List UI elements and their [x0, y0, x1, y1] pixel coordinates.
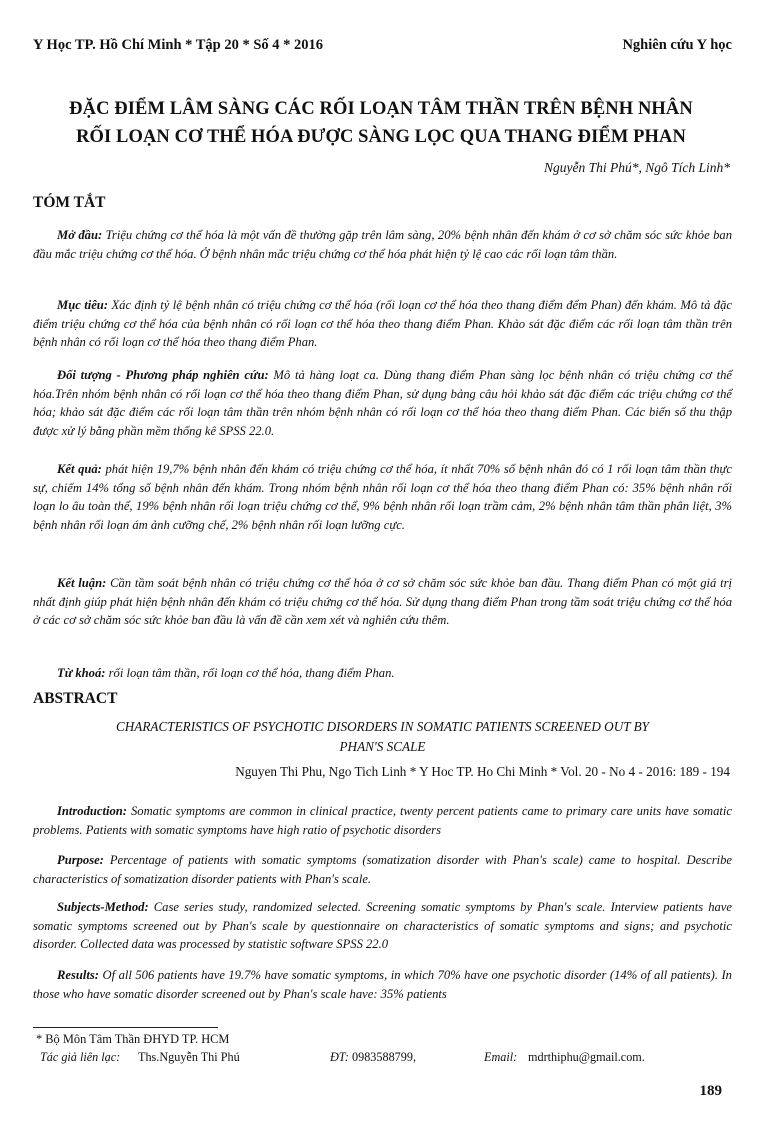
paragraph-label: Mở đầu: — [57, 228, 103, 242]
paragraph-text: Percentage of patients with somatic symptoms (somatization disorder with Phan's scale) came to hospital. Describe characteristics of somatization disorder patients with Phan's scale. — [33, 853, 732, 886]
footnote-affiliation: * Bộ Môn Tâm Thần ĐHYD TP. HCM — [36, 1032, 230, 1046]
english-title — [33, 717, 732, 757]
paragraph-label: Purpose: — [57, 853, 104, 867]
summary-paragraph-conclusion — [33, 574, 732, 630]
paragraph-label: Kết quả: — [57, 462, 102, 476]
paragraph-label: Đối tượng - Phương pháp nghiên cứu: — [57, 368, 269, 382]
page-number: 189 — [699, 1083, 722, 1099]
paragraph-text: Cần tầm soát bệnh nhân có triệu chứng cơ thể hóa ở cơ sở chăm sóc sức khỏe ban đầu. Thang điểm Phan có một giá trị nhất định giúp phát hiện bệnh nhân đến khám có triệu chứng cơ thể hóa. Sử dụng thang điểm Phan trong tầm soát triệu chứng cơ thể hóa ở các cơ sở chăm sóc sức khỏe ban đầu là vấn đề cần xem xét và nghiên cứu thêm. — [33, 576, 732, 627]
paragraph-text: Of all 506 patients have 19.7% have somatic symptoms, in which 70% have one psychotic disorder (14% of all patients). In those who have somatic disorder screened out by Phan's scale have: 35% patients — [33, 968, 732, 1001]
paragraph-label: Introduction: — [57, 804, 127, 818]
contact-name: Ths.Nguyễn Thi Phú — [138, 1050, 240, 1064]
summary-paragraph-keywords — [33, 664, 732, 683]
paragraph-label: Results: — [57, 968, 99, 982]
abstract-paragraph-method — [33, 898, 732, 954]
author-list: Nguyễn Thi Phú*, Ngô Tích Linh* — [543, 160, 730, 175]
section-header: Nghiên cứu Y học — [622, 37, 732, 53]
paragraph-text: rối loạn tâm thần, rối loạn cơ thể hóa, thang điểm Phan. — [108, 666, 395, 680]
paragraph-label: Từ khoá: — [57, 666, 106, 680]
contact-label: Tác giả liên lạc: — [40, 1050, 121, 1064]
paragraph-text: Triệu chứng cơ thể hóa là một vấn đề thường gặp trên lâm sàng, 20% bệnh nhân đến khám ở cơ sở chăm sóc sức khỏe ban đầu mắc triệu chứng cơ thể hóa. Ở bệnh nhân mắc triệu chứng cơ thể hóa phát hiện tỷ lệ cao các rối loạn tâm thần. — [33, 228, 733, 261]
abstract-paragraph-results — [33, 966, 732, 1003]
abstract-heading: ABSTRACT — [33, 690, 118, 707]
paragraph-label: Mục tiêu: — [57, 298, 109, 312]
english-title-line-1: CHARACTERISTICS OF PSYCHOTIC DISORDERS IN SOMATIC PATIENTS SCREENED OUT BY — [115, 719, 649, 734]
paragraph-label: Subjects-Method: — [57, 900, 149, 914]
footnote-divider — [33, 1027, 218, 1028]
article-citation: Nguyen Thi Phu, Ngo Tich Linh * Y Hoc TP. Ho Chi Minh * Vol. 20 - No 4 - 2016: 189 - 194 — [235, 764, 730, 779]
article-title-line-1: ĐẶC ĐIỂM LÂM SÀNG CÁC RỐI LOẠN TÂM THẦN TRÊN BỆNH NHÂN — [69, 99, 693, 119]
footnote-contact — [40, 1050, 700, 1068]
paragraph-text: Xác định tỷ lệ bệnh nhân có triệu chứng cơ thể hóa (rối loạn cơ thể hóa theo thang điểm đểm Phan) đến khám. Mô tả đặc điểm triệu chứng cơ thể hóa của bệnh nhân có rối loạn cơ thể hóa theo thang điểm Phan. Khảo sát đặc điểm các rối loạn tâm thần trên bệnh nhân có rối loạn cơ thể hóa theo thang điểm Phan. — [33, 298, 732, 349]
paragraph-label: Kết luận: — [57, 576, 107, 590]
journal-citation-header: Y Học TP. Hồ Chí Minh * Tập 20 * Số 4 * 2016 — [33, 37, 324, 53]
summary-paragraph-introduction — [33, 226, 732, 263]
summary-paragraph-results — [33, 460, 732, 534]
email-address[interactable]: mdrthiphu@gmail.com. — [528, 1050, 645, 1064]
email-label: Email: — [484, 1050, 518, 1064]
summary-heading: TÓM TẮT — [33, 194, 106, 211]
phone-number: 0983588799, — [352, 1050, 416, 1064]
paragraph-text: Case series study, randomized selected. Screening somatic symptoms by Phan's scale. Interview patients have somatic symptoms screened out by Phan's scale by questionnaire on characteristics of somatic symptoms and signs; and psychotic disorder. Collected data was processed by statistic software SPSS 22.0 — [33, 900, 732, 951]
article-title-line-2: RỐI LOẠN CƠ THỂ HÓA ĐƯỢC SÀNG LỌC QUA THANG ĐIỂM PHAN — [76, 127, 686, 147]
abstract-paragraph-purpose — [33, 851, 732, 888]
summary-paragraph-method — [33, 366, 732, 440]
phone-label: ĐT: — [330, 1050, 349, 1064]
paragraph-text: Somatic symptoms are common in clinical practice, twenty percent patients came to primary care units have somatic problems. Patients with somatic symptoms have high ratio of psychotic disorders — [33, 804, 732, 837]
abstract-paragraph-introduction — [33, 802, 732, 839]
running-header — [33, 37, 732, 57]
summary-paragraph-objective — [33, 296, 732, 352]
article-title — [30, 95, 732, 151]
paragraph-text: Mô tả hàng loạt ca. Dùng thang điểm Phan sàng lọc bệnh nhân có triệu chứng cơ thể hóa.Trên nhóm bệnh nhân có rối loạn cơ thể hóa theo thang điểm Phan, sử dụng bảng câu hỏi khảo sát đặc điểm các triệu chứng cơ thể hóa; khảo sát đặc điểm các rối loạn tâm thần trên nhóm bệnh nhân có rối loạn cơ thể hóa theo thang điểm Phan. Các biến số thu thập được xử lý bằng phần mềm thống kê SPSS 22.0. — [33, 368, 732, 438]
english-title-line-2: PHAN'S SCALE — [339, 739, 426, 754]
paragraph-text: phát hiện 19,7% bệnh nhân đến khám có triệu chứng cơ thể hóa, ít nhất 70% số bệnh nhân đó có 1 rối loạn tâm thần thực sự, chiếm 14% tổng số bệnh nhân đến khám. Trong nhóm bệnh nhân rối loạn cơ thể hóa theo thang điểm Phan có: 35% bệnh nhân rối loạn lo âu toàn thể, 19% bệnh nhân rối loạn triệu chứng cơ thể, 9% bệnh nhân rối loạn trầm cảm, 2% bệnh nhân tâm thần phân liệt, 3% bệnh nhân rối loạn ám ảnh cưỡng chế, 2% bệnh nhân rối loạn lưỡng cực. — [33, 462, 732, 532]
